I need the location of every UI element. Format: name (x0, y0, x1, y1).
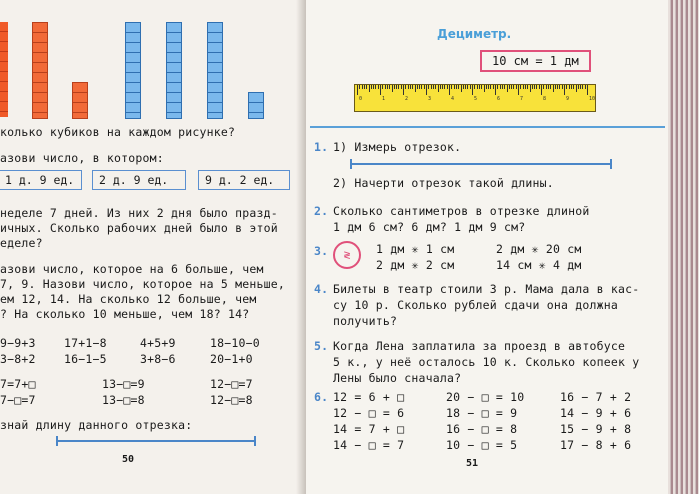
ruler-tick (507, 85, 508, 92)
ruler-tick (486, 85, 487, 89)
ruler-tick (451, 85, 452, 89)
item6-r1-c3: 16 − 7 + 2 (560, 390, 632, 404)
box-eq-r2-c2: 13−□=8 (102, 393, 145, 407)
ruler-tick (357, 85, 358, 95)
ruler-tick (435, 85, 436, 89)
ruler-tick (428, 85, 429, 89)
ruler-tick (366, 85, 367, 89)
formula-box: 10 см = 1 дм (480, 50, 591, 72)
ruler-label: 0 (359, 96, 363, 102)
ruler-tick (571, 85, 572, 89)
compare-icon: ≷ (333, 241, 361, 269)
ruler-tick (412, 85, 413, 89)
ruler-tick (467, 85, 468, 89)
ruler-tick (371, 85, 372, 89)
ruler-tick (431, 85, 432, 89)
item6-r3-c3: 15 − 9 + 8 (560, 422, 632, 436)
ruler-tick (484, 85, 485, 92)
question-cubes: колько кубиков на каждом рисунке? (0, 125, 236, 139)
ruler-tick (458, 85, 459, 89)
item-5-number: 5. (314, 339, 329, 353)
ruler-tick (463, 85, 464, 89)
expr-r1-c3: 4+5+9 (140, 336, 176, 350)
question-more-less-line-4: ? На сколько 10 меньше, чем 18? 14? (0, 307, 250, 321)
ruler-tick (449, 85, 450, 95)
item6-r2-c3: 14 − 9 + 6 (560, 406, 632, 420)
item-6-number: 6. (314, 390, 329, 404)
ruler-tick (509, 85, 510, 89)
ruler-label: 5 (474, 96, 478, 102)
ruler-tick (582, 85, 583, 89)
ruler-tick (566, 85, 567, 89)
ruler-tick (569, 85, 570, 89)
ruler-label: 3 (428, 96, 432, 102)
ruler-tick (424, 85, 425, 89)
ruler-tick (550, 85, 551, 89)
ruler-tick (398, 85, 399, 89)
ruler-tick (410, 85, 411, 89)
item6-r3-c1: 14 = 7 + □ (333, 422, 405, 436)
ruler-label: 2 (405, 96, 409, 102)
item-4-number: 4. (314, 282, 329, 296)
expr-r2-c2: 16−1−5 (64, 352, 107, 366)
ruler-tick (385, 85, 386, 89)
ruler-tick (573, 85, 574, 89)
question-week-line-3: еделе? (0, 236, 43, 250)
item-4-line-3: получить? (333, 314, 398, 328)
page-number-left: 50 (122, 454, 135, 465)
ruler-tick (576, 85, 577, 92)
ruler-tick (543, 85, 544, 89)
ruler-tick (536, 85, 537, 89)
question-more-less-line-2: 7, 9. Назови число, которое на 5 меньше, (0, 277, 285, 291)
ruler-tick (421, 85, 422, 89)
number-box-2: 2 д. 9 ед. (92, 170, 186, 190)
ruler-tick (585, 85, 586, 89)
ruler-tick (442, 85, 443, 89)
box-eq-r1-c1: 7=7+□ (0, 377, 36, 391)
item-2-line-2: 1 дм 6 см? 6 дм? 1 дм 9 см? (333, 220, 526, 234)
ruler-tick (518, 85, 519, 95)
ruler-tick (580, 85, 581, 89)
ruler-tick (504, 85, 505, 89)
ruler (354, 84, 596, 112)
ruler-tick (403, 85, 404, 95)
ruler-tick (378, 85, 379, 89)
compare-r1-c2: 2 дм ✳ 20 см (496, 242, 582, 256)
ruler-tick (541, 85, 542, 95)
item-4-line-2: су 10 р. Сколько рублей сдачи она должна (333, 298, 618, 312)
ruler-tick (546, 85, 547, 89)
ruler-tick (440, 85, 441, 89)
expr-r1-c1: 9−9+3 (0, 336, 36, 350)
segment-line (56, 440, 256, 442)
ruler-tick (454, 85, 455, 89)
box-eq-r1-c3: 12−□=7 (210, 377, 253, 391)
ruler-tick (456, 85, 457, 89)
ruler-tick (394, 85, 395, 89)
ruler-tick (516, 85, 517, 89)
ruler-tick (488, 85, 489, 89)
item-1-text: 1) Измерь отрезок. (333, 140, 462, 154)
ruler-tick (548, 85, 549, 89)
ruler-tick (396, 85, 397, 89)
item-5-line-3: Лены было сначала? (333, 371, 462, 385)
ruler-tick (369, 85, 370, 92)
ruler-tick (419, 85, 420, 89)
ruler-tick (527, 85, 528, 89)
ruler-tick (364, 85, 365, 89)
ruler-tick (465, 85, 466, 89)
item6-r3-c2: 16 − □ = 8 (446, 422, 518, 436)
ruler-tick (472, 85, 473, 95)
compare-r2-c2: 14 см ✳ 4 дм (496, 258, 582, 272)
item-2-number: 2. (314, 204, 329, 218)
item6-r4-c1: 14 − □ = 7 (333, 438, 405, 452)
ruler-tick (525, 85, 526, 89)
ruler-tick (502, 85, 503, 89)
question-name-number: азови число, в котором: (0, 151, 164, 165)
ruler-tick (401, 85, 402, 89)
box-eq-r1-c2: 13−□=9 (102, 377, 145, 391)
ruler-tick (389, 85, 390, 89)
ruler-tick (444, 85, 445, 89)
question-more-less-line-1: азови число, которое на 6 больше, чем (0, 262, 264, 276)
expr-r1-c2: 17+1−8 (64, 336, 107, 350)
item6-r1-c2: 20 − □ = 10 (446, 390, 525, 404)
ruler-tick (539, 85, 540, 89)
ruler-tick (520, 85, 521, 89)
ruler-tick (493, 85, 494, 89)
box-eq-r2-c3: 12−□=8 (210, 393, 253, 407)
ruler-tick (447, 85, 448, 89)
item-1-number: 1. (314, 140, 329, 154)
item-5-line-2: 5 к., у неё осталось 10 к. Сколько копеек у (333, 355, 640, 369)
ruler-tick (534, 85, 535, 89)
ruler-tick (477, 85, 478, 89)
ruler-tick (470, 85, 471, 89)
page-number-right: 51 (466, 458, 479, 469)
item-2-line-1: Сколько сантиметров в отрезке длиной (333, 204, 590, 218)
box-eq-r2-c1: 7−□=7 (0, 393, 36, 407)
ruler-label: 4 (451, 96, 455, 102)
page-title: Дециметр. (437, 27, 512, 41)
number-box-3: 9 д. 2 ед. (198, 170, 290, 190)
ruler-tick (532, 85, 533, 89)
ruler-tick (373, 85, 374, 89)
measure-segment (350, 163, 612, 165)
expr-r1-c4: 18−10−0 (210, 336, 260, 350)
ruler-label: 9 (566, 96, 570, 102)
ruler-tick (559, 85, 560, 89)
section-divider (310, 126, 665, 128)
number-box-1: 1 д. 9 ед. (0, 170, 82, 190)
ruler-tick (375, 85, 376, 89)
ruler-tick (490, 85, 491, 89)
ruler-tick (382, 85, 383, 89)
ruler-tick (555, 85, 556, 89)
item-1-part-2: 2) Начерти отрезок такой длины. (333, 176, 554, 190)
ruler-tick (500, 85, 501, 89)
item6-r4-c2: 10 − □ = 5 (446, 438, 518, 452)
ruler-tick (438, 85, 439, 92)
question-more-less-line-3: ем 12, 14. На сколько 12 больше, чем (0, 292, 257, 306)
ruler-label: 6 (497, 96, 501, 102)
ruler-label: 1 (382, 96, 386, 102)
item6-r2-c1: 12 − □ = 6 (333, 406, 405, 420)
ruler-tick (461, 85, 462, 92)
ruler-tick (564, 85, 565, 95)
question-segment-length: знай длину данного отрезка: (0, 418, 193, 432)
ruler-tick (405, 85, 406, 89)
expr-r2-c1: 3−8+2 (0, 352, 36, 366)
ruler-tick (380, 85, 381, 95)
item6-r2-c2: 18 − □ = 9 (446, 406, 518, 420)
item6-r4-c3: 17 − 8 + 6 (560, 438, 632, 452)
ruler-tick (562, 85, 563, 89)
ruler-label: 8 (543, 96, 547, 102)
expr-r2-c4: 20−1+0 (210, 352, 253, 366)
ruler-label: 7 (520, 96, 524, 102)
ruler-tick (497, 85, 498, 89)
compare-r2-c1: 2 дм ✳ 2 см (376, 258, 455, 272)
question-week-line-2: ичных. Сколько рабочих дней было в этой (0, 221, 278, 235)
ruler-label: 10 (589, 96, 596, 102)
ruler-tick (433, 85, 434, 89)
ruler-tick (359, 85, 360, 89)
ruler-tick (408, 85, 409, 89)
ruler-tick (553, 85, 554, 92)
ruler-tick (530, 85, 531, 92)
ruler-tick (479, 85, 480, 89)
ruler-tick (415, 85, 416, 92)
ruler-tick (511, 85, 512, 89)
item-3-number: 3. (314, 244, 329, 258)
ruler-tick (392, 85, 393, 92)
expr-r2-c3: 3+8−6 (140, 352, 176, 366)
ruler-tick (495, 85, 496, 95)
page-edges (668, 0, 699, 494)
ruler-tick (557, 85, 558, 89)
ruler-tick (481, 85, 482, 89)
ruler-tick (426, 85, 427, 95)
ruler-tick (362, 85, 363, 89)
compare-r1-c1: 1 дм ✳ 1 см (376, 242, 455, 256)
ruler-tick (578, 85, 579, 89)
ruler-tick (417, 85, 418, 89)
item-5-line-1: Когда Лена заплатила за проезд в автобусе (333, 339, 626, 353)
ruler-tick (387, 85, 388, 89)
ruler-tick (474, 85, 475, 89)
question-week-line-1: неделе 7 дней. Из них 2 дня было празд- (0, 206, 278, 220)
left-page (0, 0, 312, 494)
ruler-tick (513, 85, 514, 89)
ruler-tick (523, 85, 524, 89)
item-4-line-1: Билеты в театр стоили 3 р. Мама дала в кас- (333, 282, 640, 296)
item6-r1-c1: 12 = 6 + □ (333, 390, 405, 404)
ruler-tick (587, 85, 588, 95)
